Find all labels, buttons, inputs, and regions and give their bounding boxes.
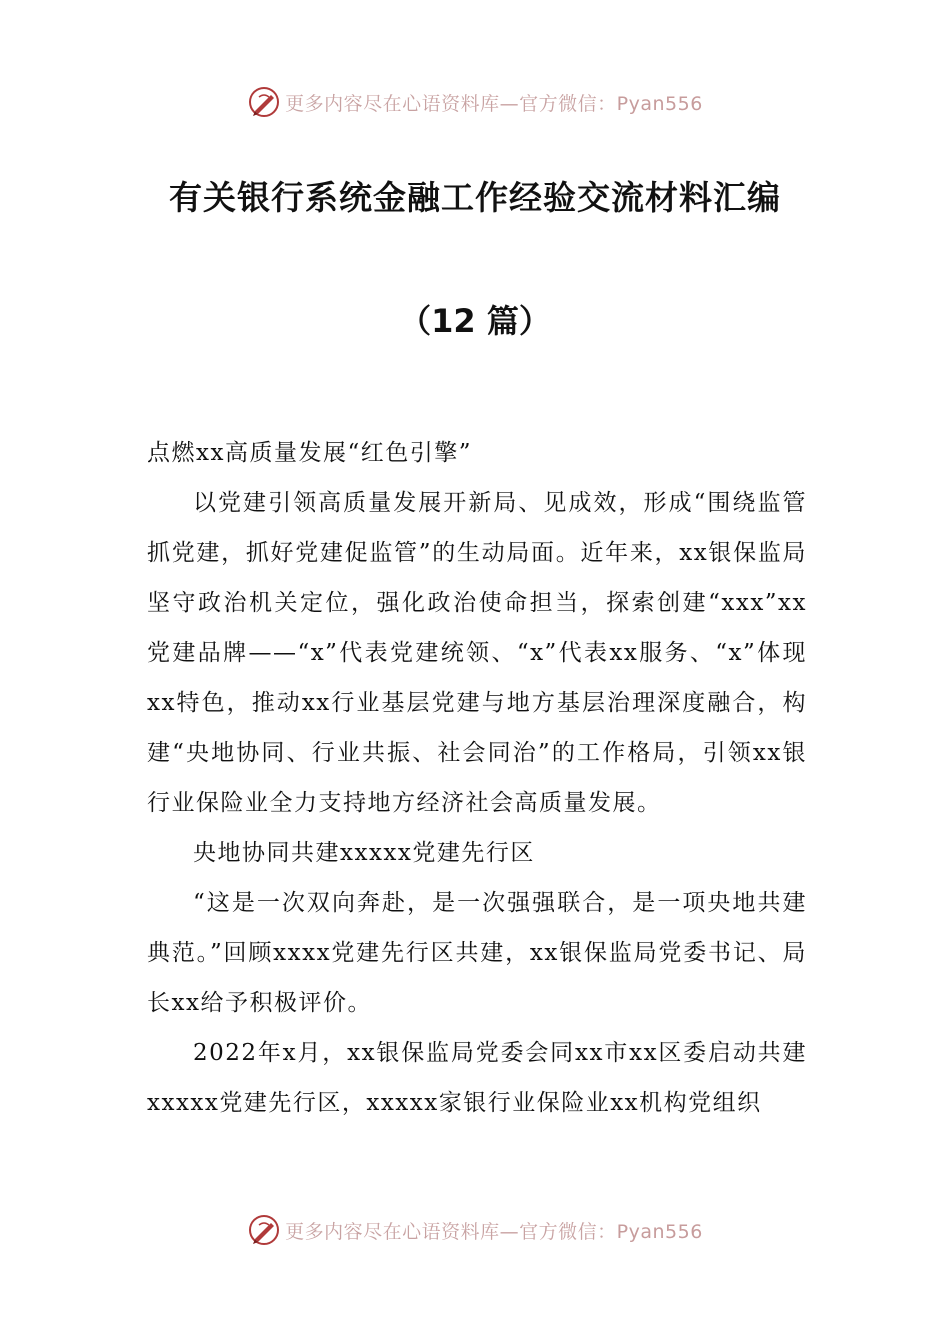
- body-paragraph: 以党建引领高质量发展开新局、见成效，形成“围绕监管抓党建，抓好党建促监管”的生动局面。近年来，xx银保监局坚守政治机关定位，强化政治使命担当，探索创建“xxx”xx党建品牌——“x”代表党建统领、“x”代表xx服务、“x”体现xx特色，推动xx行业基层党建与地方基层治理深度融合，构建“央地协同、行业共振、社会同治”的工作格局，引领xx银行业保险业全力支持地方经济社会高质量发展。: [147, 490, 807, 816]
- section-heading: 点燃xx高质量发展“红色引擎”: [147, 440, 472, 466]
- body-paragraph: 2022年x月，xx银保监局党委会同xx市xx区委启动共建xxxxx党建先行区，xxxxx家银行业保险业xx机构党组织: [147, 1040, 807, 1116]
- banner-wechat-id: Pyan556: [616, 1220, 703, 1243]
- body-paragraph: “这是一次双向奔赴，是一次强强联合，是一项央地共建典范。”回顾xxxx党建先行区共建，xx银保监局党委书记、局长xx给予积极评价。: [147, 890, 807, 1016]
- sub-heading: 央地协同共建xxxxx党建先行区: [193, 840, 535, 866]
- banner-slogan: 更多内容尽在心语资料库—官方微信：: [285, 92, 617, 115]
- document-subtitle: （12 篇）: [399, 302, 551, 340]
- footer-banner: [0, 1210, 950, 1250]
- banner-text: [285, 1217, 703, 1244]
- banner-slogan: 更多内容尽在心语资料库—官方微信：: [285, 1220, 617, 1243]
- document-body: [147, 428, 807, 1128]
- banner-text: [285, 89, 703, 116]
- pen-logo-icon: [247, 1213, 281, 1247]
- banner-wechat-id: Pyan556: [616, 92, 703, 115]
- pen-logo-icon: [247, 85, 281, 119]
- document-title: 有关银行系统金融工作经验交流材料汇编: [169, 178, 781, 217]
- header-banner: [0, 82, 950, 122]
